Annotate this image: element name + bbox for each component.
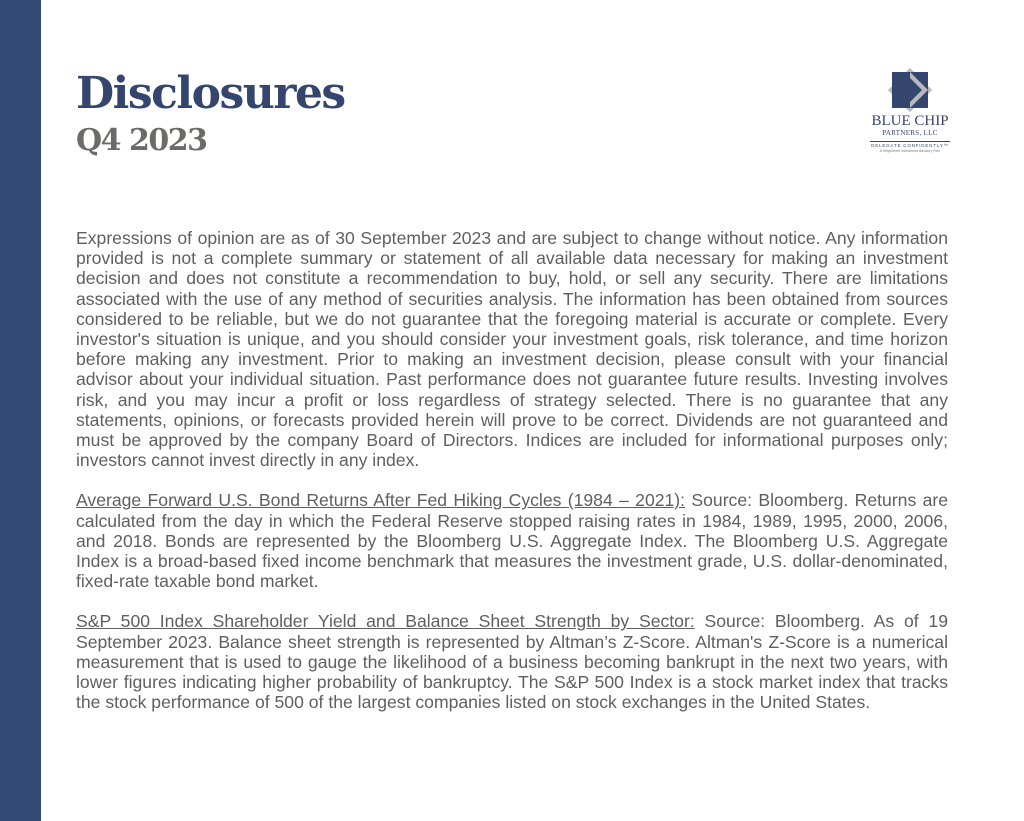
left-accent-bar xyxy=(0,0,41,821)
sp500-heading: S&P 500 Index Shareholder Yield and Balance Sheet Strength by Sector: xyxy=(76,611,695,632)
bond-returns-heading: Average Forward U.S. Bond Returns After Fed Hiking Cycles (1984 – 2021): xyxy=(76,490,686,511)
sp500-text: Source: Bloomberg. As of 19 September 2023. Balance sheet strength is represented by Altman’s Z-Score. Altman's Z-Score is a numerical measurement that is used to gauge the likelihood of a business becoming bankrupt in the next two years, with lower figures indicating higher probability of bankruptcy. The S&P 500 Index is a stock market index that tracks the stock performance of 500 of the largest companies listed on stock exchanges in the United States. xyxy=(76,611,948,713)
logo-tagline: DELEGATE CONFIDENTLY™ xyxy=(871,143,949,148)
opinion-paragraph: Expressions of opinion are as of 30 September 2023 and are subject to change without notice. Any information provided is not a complete summary or statement of all available data necessary for making an investment decision and does not constitute a recommendation to buy, hold, or sell any security. There are limitations associated with the use of any method of securities analysis. The information has been obtained from sources considered to be reliable, but we do not guarantee that the foregoing material is accurate or complete. Every investor's situation is unique, and you should consider your investment goals, risk tolerance, and time horizon before making any investment. Prior to making an investment decision, please consult with your financial advisor about your individual situation. Past performance does not guarantee future results. Investing involves risk, and you may incur a profit or loss regardless of strategy selected. There is no guarantee that any statements, opinions, or forecasts provided herein will prove to be correct. Dividends are not guaranteed and must be approved by the company Board of Directors. Indices are included for informational purposes only; investors cannot invest directly in any index. xyxy=(76,228,948,471)
logo-subtext: A Registered Investment Advisory Firm xyxy=(879,149,941,153)
bond-returns-text: Source: Bloomberg. Returns are calculated from the day in which the Federal Reserve stopped raising rates in 1984, 1989, 1995, 2000, 2006, and 2018. Bonds are represented by the Bloomberg U.S. Aggregate Index. The Bloomberg U.S. Aggregate Index is a broad-based fixed income benchmark that measures the investment grade, U.S. dollar-denominated, fixed-rate taxable bond market. xyxy=(76,490,948,592)
disclosures-body xyxy=(76,228,948,732)
page-title: Disclosures xyxy=(76,68,345,119)
logo-divider xyxy=(870,141,950,142)
bond-returns-paragraph xyxy=(76,490,948,591)
sp500-paragraph xyxy=(76,611,948,712)
page-subtitle: Q4 2023 xyxy=(76,123,207,158)
company-logo xyxy=(858,66,962,162)
logo-company: PARTNERS, LLC xyxy=(882,129,938,137)
logo-name: BLUE CHIP xyxy=(871,113,949,129)
blue-chip-logo-icon xyxy=(886,66,934,114)
